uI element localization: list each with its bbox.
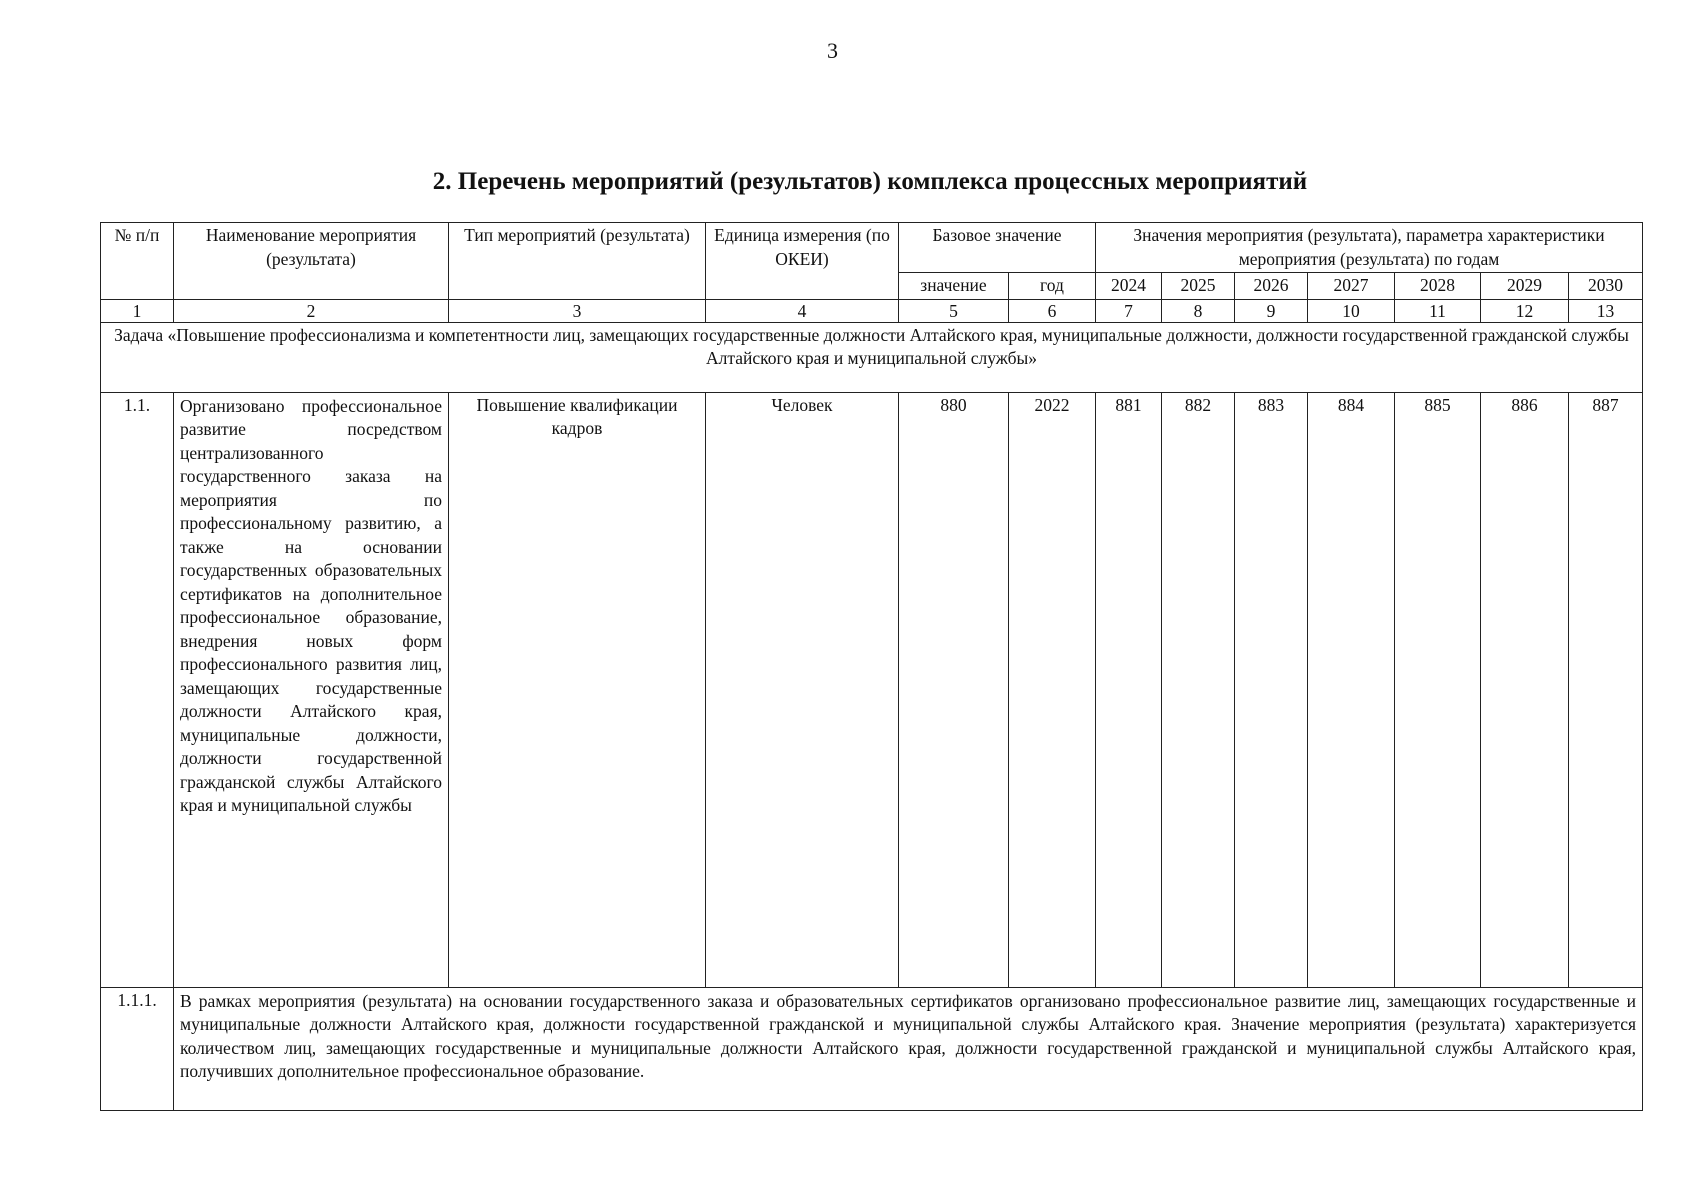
item-value: 883 [1235, 392, 1308, 987]
page-number: 3 [827, 38, 838, 63]
header-row [101, 223, 1643, 273]
header-year: 2030 [1569, 273, 1643, 300]
column-number: 2 [174, 299, 449, 322]
header-year: 2027 [1308, 273, 1395, 300]
table-row [101, 987, 1643, 1110]
task-row [101, 322, 1643, 392]
item-num: 1.1. [101, 392, 174, 987]
task-text: Задача «Повышение профессионализма и компетентности лиц, замещающих государственные должности Алтайского края, муниципальные должности, должности государственной гражданской службы Алтайского края и муниципальной службы» [101, 322, 1643, 392]
header-base-value: значение [899, 273, 1009, 300]
document-title: 2. Перечень мероприятий (результатов) комплекса процессных мероприятий [432, 168, 1308, 195]
sub-item-num: 1.1.1. [101, 987, 174, 1110]
column-number: 5 [899, 299, 1009, 322]
header-year: 2028 [1395, 273, 1481, 300]
measures-table [100, 222, 1643, 1111]
item-value: 881 [1096, 392, 1162, 987]
header-year: 2026 [1235, 273, 1308, 300]
column-number: 13 [1569, 299, 1643, 322]
item-value: 887 [1569, 392, 1643, 987]
column-number: 7 [1096, 299, 1162, 322]
item-type: Повышение квалификации кадров [449, 392, 706, 987]
column-number: 8 [1162, 299, 1235, 322]
column-number: 10 [1308, 299, 1395, 322]
column-number: 12 [1481, 299, 1569, 322]
column-number: 4 [706, 299, 899, 322]
item-value: 885 [1395, 392, 1481, 987]
header-base-year: год [1009, 273, 1096, 300]
column-number: 3 [449, 299, 706, 322]
item-name: Организовано профессиональное развитие посредством централизованного государственного заказа на мероприятия по профессиональному развитию, а также на основании государственных образовательных сертификатов на дополнительное профессиональное образование, внедрения новых форм профессионального развития лиц, замещающих государственные должности Алтайского края, муниципальные должности, должности государственной гражданской службы Алтайского края и муниципальной службы [174, 392, 449, 987]
table-row [101, 392, 1643, 987]
column-number: 6 [1009, 299, 1096, 322]
header-values: Значения мероприятия (результата), параметра характеристики мероприятия (результата) по годам [1096, 223, 1643, 273]
header-year: 2029 [1481, 273, 1569, 300]
header-year: 2024 [1096, 273, 1162, 300]
header-base: Базовое значение [899, 223, 1096, 273]
item-value: 886 [1481, 392, 1569, 987]
sub-item-text: В рамках мероприятия (результата) на основании государственного заказа и образовательных сертификатов организовано профессиональное развитие лиц, замещающих государственные и муниципальные должности Алтайского края, должности государственной гражданской и муниципальной службы Алтайского края. Значение мероприятия (результата) характеризуется количеством лиц, замещающих государственные и муниципальные должности Алтайского края, должности государственной гражданской и муниципальной службы Алтайского края, получивших дополнительное профессиональное образование. [174, 987, 1643, 1110]
column-numbers-row [101, 299, 1643, 322]
item-value: 884 [1308, 392, 1395, 987]
item-value: 882 [1162, 392, 1235, 987]
column-number: 1 [101, 299, 174, 322]
header-unit: Единица измерения (по ОКЕИ) [706, 223, 899, 300]
header-num: № п/п [101, 223, 174, 300]
item-base-year: 2022 [1009, 392, 1096, 987]
item-unit: Человек [706, 392, 899, 987]
header-type: Тип мероприятий (результата) [449, 223, 706, 300]
item-base-value: 880 [899, 392, 1009, 987]
header-year: 2025 [1162, 273, 1235, 300]
column-number: 9 [1235, 299, 1308, 322]
header-name: Наименование мероприятия (результата) [174, 223, 449, 300]
column-number: 11 [1395, 299, 1481, 322]
